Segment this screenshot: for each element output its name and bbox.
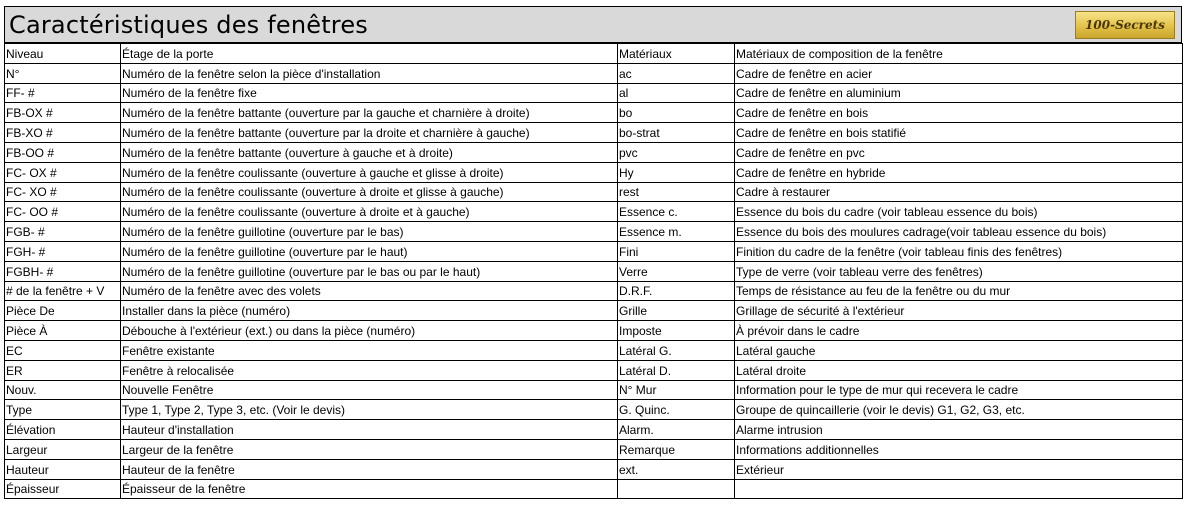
- material-code-cell[interactable]: pvc: [618, 142, 735, 162]
- description-cell[interactable]: Numéro de la fenêtre battante (ouverture par la gauche et charnière à droite): [121, 103, 618, 123]
- description-cell[interactable]: Numéro de la fenêtre fixe: [121, 83, 618, 103]
- code-cell[interactable]: Niveau: [5, 44, 121, 64]
- table-row: [5, 63, 1183, 83]
- material-description-cell[interactable]: Information pour le type de mur qui recevera le cadre: [735, 380, 1183, 400]
- table-row: [5, 241, 1183, 261]
- material-code-cell[interactable]: Remarque: [618, 439, 735, 459]
- code-cell[interactable]: # de la fenêtre + V: [5, 281, 121, 301]
- material-code-cell[interactable]: Verre: [618, 261, 735, 281]
- spreadsheet: [4, 6, 1182, 514]
- code-cell[interactable]: FB-OO #: [5, 142, 121, 162]
- material-description-cell[interactable]: Informations additionnelles: [735, 439, 1183, 459]
- table-row: [5, 44, 1183, 64]
- description-cell[interactable]: Numéro de la fenêtre coulissante (ouverture à droite et glisse à gauche): [121, 182, 618, 202]
- material-description-cell[interactable]: Latéral gauche: [735, 340, 1183, 360]
- material-code-cell[interactable]: Essence c.: [618, 202, 735, 222]
- material-code-cell[interactable]: Fini: [618, 241, 735, 261]
- code-cell[interactable]: FB-OX #: [5, 103, 121, 123]
- code-cell[interactable]: FF- #: [5, 83, 121, 103]
- code-cell[interactable]: Nouv.: [5, 380, 121, 400]
- code-cell[interactable]: Élévation: [5, 420, 121, 440]
- material-code-cell[interactable]: [618, 479, 735, 499]
- material-code-cell[interactable]: Essence m.: [618, 222, 735, 242]
- table-row: [5, 400, 1183, 420]
- table-row: [5, 281, 1183, 301]
- title-bar[interactable]: [4, 6, 1182, 43]
- material-code-cell[interactable]: ext.: [618, 459, 735, 479]
- code-cell[interactable]: FB-XO #: [5, 123, 121, 143]
- description-cell[interactable]: Numéro de la fenêtre guillotine (ouverture par le bas): [121, 222, 618, 242]
- material-description-cell[interactable]: Cadre de fenêtre en acier: [735, 63, 1183, 83]
- description-cell[interactable]: Largeur de la fenêtre: [121, 439, 618, 459]
- material-description-cell[interactable]: À prévoir dans le cadre: [735, 321, 1183, 341]
- table-row: [5, 479, 1183, 499]
- description-cell[interactable]: Numéro de la fenêtre avec des volets: [121, 281, 618, 301]
- material-description-cell[interactable]: Finition du cadre de la fenêtre (voir tableau finis des fenêtres): [735, 241, 1183, 261]
- code-cell[interactable]: Largeur: [5, 439, 121, 459]
- table-row: [5, 340, 1183, 360]
- code-cell[interactable]: FGH- #: [5, 241, 121, 261]
- description-cell[interactable]: Hauteur d'installation: [121, 420, 618, 440]
- material-description-cell[interactable]: Cadre de fenêtre en aluminium: [735, 83, 1183, 103]
- code-cell[interactable]: Pièce De: [5, 301, 121, 321]
- material-code-cell[interactable]: D.R.F.: [618, 281, 735, 301]
- material-code-cell[interactable]: Latéral G.: [618, 340, 735, 360]
- material-code-cell[interactable]: ac: [618, 63, 735, 83]
- characteristics-table: [4, 43, 1183, 499]
- material-description-cell[interactable]: Extérieur: [735, 459, 1183, 479]
- material-description-cell[interactable]: Cadre à restaurer: [735, 182, 1183, 202]
- material-description-cell[interactable]: Temps de résistance au feu de la fenêtre ou du mur: [735, 281, 1183, 301]
- table-row: [5, 380, 1183, 400]
- material-description-cell[interactable]: Cadre de fenêtre en bois: [735, 103, 1183, 123]
- table-row: [5, 83, 1183, 103]
- table-row: [5, 202, 1183, 222]
- code-cell[interactable]: FC- OX #: [5, 162, 121, 182]
- description-cell[interactable]: Installer dans la pièce (numéro): [121, 301, 618, 321]
- code-cell[interactable]: FC- OO #: [5, 202, 121, 222]
- code-cell[interactable]: Hauteur: [5, 459, 121, 479]
- description-cell[interactable]: Hauteur de la fenêtre: [121, 459, 618, 479]
- description-cell[interactable]: Numéro de la fenêtre guillotine (ouverture par le haut): [121, 241, 618, 261]
- description-cell[interactable]: Type 1, Type 2, Type 3, etc. (Voir le devis): [121, 400, 618, 420]
- material-code-cell[interactable]: Latéral D.: [618, 360, 735, 380]
- code-cell[interactable]: EC: [5, 340, 121, 360]
- material-code-cell[interactable]: Alarm.: [618, 420, 735, 440]
- logo: [1075, 11, 1175, 39]
- table-row: [5, 420, 1183, 440]
- table-row: [5, 321, 1183, 341]
- sheet-title: Caractéristiques des fenêtres: [9, 11, 369, 39]
- description-cell[interactable]: Numéro de la fenêtre selon la pièce d'installation: [121, 63, 618, 83]
- material-code-cell[interactable]: rest: [618, 182, 735, 202]
- code-cell[interactable]: Pièce À: [5, 321, 121, 341]
- material-description-cell[interactable]: Cadre de fenêtre en pvc: [735, 142, 1183, 162]
- material-description-cell[interactable]: Essence du bois des moulures cadrage(voir tableau essence du bois): [735, 222, 1183, 242]
- description-cell[interactable]: Épaisseur de la fenêtre: [121, 479, 618, 499]
- table-row: [5, 123, 1183, 143]
- code-cell[interactable]: FGB- #: [5, 222, 121, 242]
- table-row: [5, 459, 1183, 479]
- material-description-cell[interactable]: Essence du bois du cadre (voir tableau essence du bois): [735, 202, 1183, 222]
- material-description-cell[interactable]: Grillage de sécurité à l'extérieur: [735, 301, 1183, 321]
- table-row: [5, 142, 1183, 162]
- material-code-cell[interactable]: G. Quinc.: [618, 400, 735, 420]
- code-cell[interactable]: FC- XO #: [5, 182, 121, 202]
- description-cell[interactable]: Numéro de la fenêtre battante (ouverture par la droite et charnière à gauche): [121, 123, 618, 143]
- material-description-cell[interactable]: Cadre de fenêtre en bois statifié: [735, 123, 1183, 143]
- material-code-cell[interactable]: bo: [618, 103, 735, 123]
- code-cell[interactable]: N°: [5, 63, 121, 83]
- description-cell[interactable]: Étage de la porte: [121, 44, 618, 64]
- material-description-cell[interactable]: Latéral droite: [735, 360, 1183, 380]
- table-row: [5, 301, 1183, 321]
- code-cell[interactable]: FGBH- #: [5, 261, 121, 281]
- description-cell[interactable]: Fenêtre existante: [121, 340, 618, 360]
- description-cell[interactable]: Numéro de la fenêtre guillotine (ouverture par le bas ou par le haut): [121, 261, 618, 281]
- logo-text: 100-Secrets: [1085, 18, 1165, 32]
- material-code-cell[interactable]: N° Mur: [618, 380, 735, 400]
- material-code-cell[interactable]: Grille: [618, 301, 735, 321]
- table-row: [5, 103, 1183, 123]
- material-description-cell[interactable]: [735, 479, 1183, 499]
- material-description-cell[interactable]: Matériaux de composition de la fenêtre: [735, 44, 1183, 64]
- table-row: [5, 182, 1183, 202]
- description-cell[interactable]: Numéro de la fenêtre coulissante (ouverture à gauche et glisse à droite): [121, 162, 618, 182]
- material-code-cell[interactable]: bo-strat: [618, 123, 735, 143]
- material-description-cell[interactable]: Alarme intrusion: [735, 420, 1183, 440]
- description-cell[interactable]: Numéro de la fenêtre coulissante (ouverture à droite et à gauche): [121, 202, 618, 222]
- code-cell[interactable]: Type: [5, 400, 121, 420]
- table-row: [5, 439, 1183, 459]
- material-code-cell[interactable]: Matériaux: [618, 44, 735, 64]
- table-row: [5, 162, 1183, 182]
- table-row: [5, 360, 1183, 380]
- material-description-cell[interactable]: Cadre de fenêtre en hybride: [735, 162, 1183, 182]
- table-row: [5, 222, 1183, 242]
- material-code-cell[interactable]: al: [618, 83, 735, 103]
- description-cell[interactable]: Débouche à l'extérieur (ext.) ou dans la pièce (numéro): [121, 321, 618, 341]
- material-description-cell[interactable]: Type de verre (voir tableau verre des fenêtres): [735, 261, 1183, 281]
- material-description-cell[interactable]: Groupe de quincaillerie (voir le devis) G1, G2, G3, etc.: [735, 400, 1183, 420]
- material-code-cell[interactable]: Hy: [618, 162, 735, 182]
- table-row: [5, 261, 1183, 281]
- description-cell[interactable]: Fenêtre à relocalisée: [121, 360, 618, 380]
- code-cell[interactable]: ER: [5, 360, 121, 380]
- material-code-cell[interactable]: Imposte: [618, 321, 735, 341]
- description-cell[interactable]: Nouvelle Fenêtre: [121, 380, 618, 400]
- code-cell[interactable]: Épaisseur: [5, 479, 121, 499]
- description-cell[interactable]: Numéro de la fenêtre battante (ouverture à gauche et à droite): [121, 142, 618, 162]
